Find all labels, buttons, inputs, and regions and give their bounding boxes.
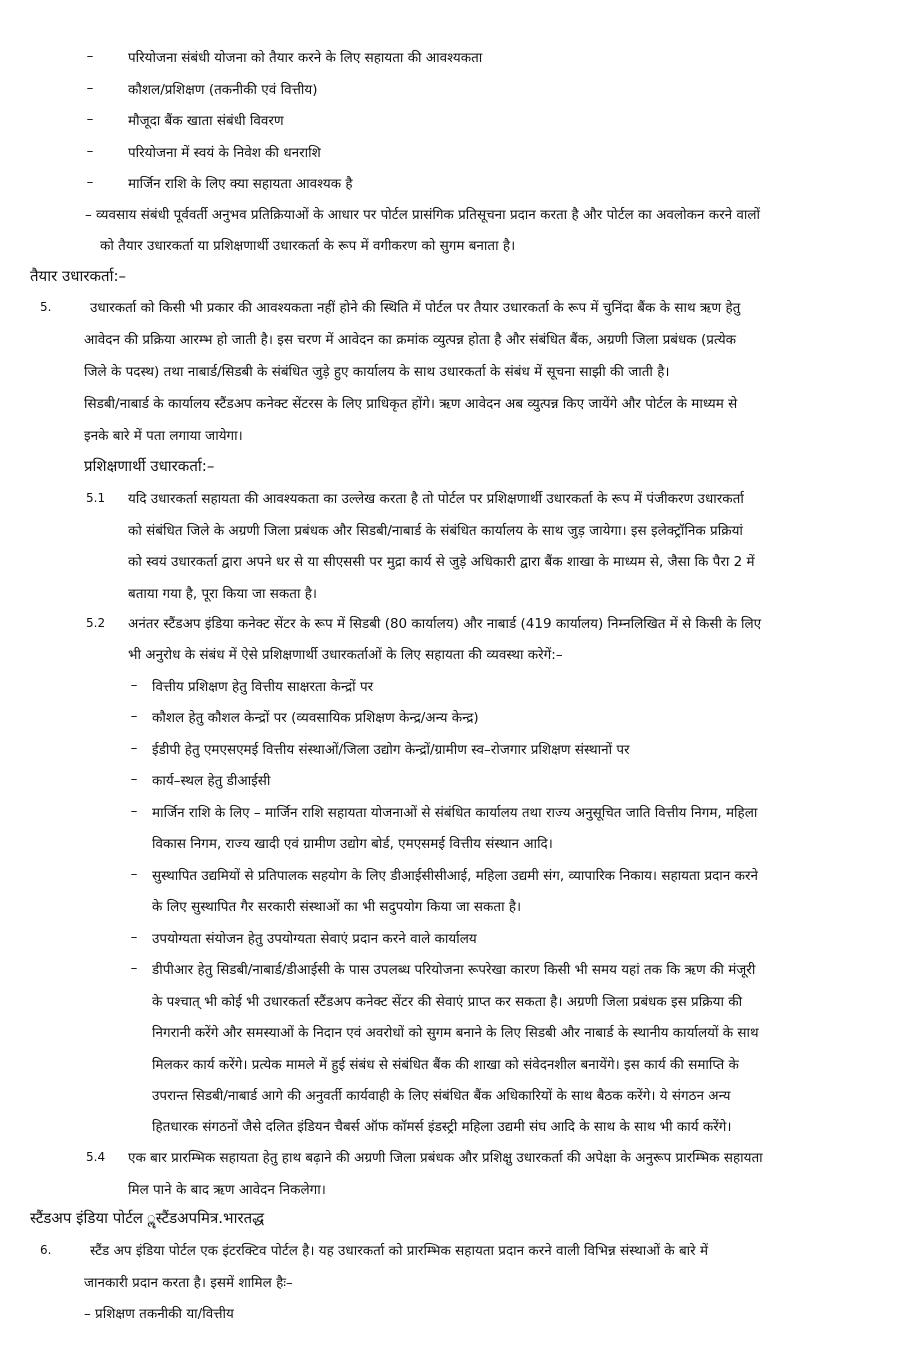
bullet-item: परियोजना संबंधी योजना को तैयार करने के लिए सहायता की आवश्यकता xyxy=(128,50,483,66)
sub-item-continued: उपरान्त सिडबी/नाबार्ड आगे की अनुवर्ती कार्यवाही के लिए संबंधित बैंक अधिकारियों के साथ बैठक करेंगे। ये संगठन अन्य xyxy=(152,1088,731,1104)
sub-item: उपयोग्यता संयोजन हेतु उपयोग्यता सेवाएं प्रदान करने वाले कार्यालय xyxy=(152,931,477,947)
business-text-line: को तैयार उधारकर्ता या प्रशिक्षणार्थी उधारकर्ता के रूप में वगीकरण को सुगम बनाता है। xyxy=(100,238,516,254)
bullet-dash: – xyxy=(86,48,94,64)
para-line: मिल पाने के बाद ऋण आवेदन निकलेगा। xyxy=(128,1182,326,1198)
para-line: एक बार प्रारम्भिक सहायता हेतु हाथ बढ़ाने की अग्रणी जिला प्रबंधक और प्रशिक्षु उधारकर्ता की अपेक्षा के अनुरूप प्रारम्भिक सहायता xyxy=(128,1150,763,1166)
sub-item: कौशल हेतु कौशल केन्द्रों पर (व्यवसायिक प्रशिक्षण केन्द्र/अन्य केन्द्र) xyxy=(152,710,479,726)
para-number: 5. xyxy=(40,300,52,314)
sub-item: कार्य–स्थल हेतु डीआईसी xyxy=(152,773,271,789)
sub-item-continued: हितधारक संगठनों जैसे दलित इंडियन चैबर्स ऑफ कॉमर्स इंडस्ट्री महिला उद्यमी संघ आदि के साथ के साथ भी कार्य करेंगे। xyxy=(152,1119,732,1135)
sub-item-continued: मिलकर कार्य करेंगे। प्रत्येक मामले में हुई संबंध से संबंधित बैंक की शाखा को संवेदनशील बनायेंगे। इस कार्य की समाप्ति के xyxy=(152,1057,739,1073)
sub-item-continued: के पश्चात् भी कोई भी उधारकर्ता स्टैंडअप कनेक्ट सेंटर की सेवाएं प्राप्त कर सकता है। अग्रणी जिला प्रबंधक इस प्रक्रिया की xyxy=(152,994,743,1010)
para-line: जिले के पदस्थ) तथा नाबार्ड/सिडबी के संबंधित जुड़े हुए कार्यालय के साथ उधारकर्ता के संबंध में सूचना साझी की जाती है। xyxy=(84,364,670,380)
para-line: इनके बारे में पता लगाया जायेगा। xyxy=(84,428,243,444)
bullet-item: कौशल/प्रशिक्षण (तकनीकी एवं वित्तीय) xyxy=(128,82,318,98)
sub-item-dash: – xyxy=(130,771,138,787)
list-item-training: – प्रशिक्षण तकनीकी या/वित्तीय xyxy=(84,1306,234,1322)
para-number: 6. xyxy=(40,1243,52,1257)
para-line: सिडबी/नाबार्ड के कार्यालय स्टैंडअप कनेक्ट सेंटरस के लिए प्राधिकृत होंगे। ऋण आवेदन अब व्युत्पन्न किए जायेंगे और पोर्टल के माध्यम से xyxy=(84,396,738,412)
sub-item-dash: – xyxy=(130,960,138,976)
para-line: उधारकर्ता को किसी भी प्रकार की आवश्यकता नहीं होने की स्थिति में पोर्टल पर तैयार उधारकर्ता के रूप में चुनिंदा बैंक के साथ ऋण हेतु xyxy=(90,300,741,316)
para-line: अनंतर स्टैंडअप इंडिया कनेक्ट सेंटर के रूप में सिडबी (80 कार्यालय) और नाबार्ड (419 कार्यालय) निम्नलिखित में से किसी के लिए xyxy=(128,616,762,632)
sub-item: सुस्थापित उद्यमियों से प्रतिपालक सहयोग के लिए डीआईसीसीआई, महिला उद्यमी संग, व्यापारिक निकाय। सहायता प्रदान करने xyxy=(152,868,758,884)
bullet-dash: – xyxy=(86,111,94,127)
bullet-dash: – xyxy=(86,80,94,96)
sub-item-continued: के लिए सुस्थापित गैर सरकारी संस्थाओं का भी सदुपयोग किया जा सकता है। xyxy=(152,899,522,915)
bullet-item: परियोजना में स्वयं के निवेश की धनराशि xyxy=(128,145,321,161)
bullet-item: मार्जिन राशि के लिए क्या सहायता आवश्यक है xyxy=(128,176,353,192)
sub-item: डीपीआर हेतु सिडबी/नाबार्ड/डीआईसी के पास उपलब्ध परियोजना रूपरेखा कारण किसी भी समय यहां तक कि ऋण की मंजूरी xyxy=(152,962,756,978)
sub-item-dash: – xyxy=(130,708,138,724)
para-line: स्टैंड अप इंडिया पोर्टल एक इंटरक्टिव पोर्टल है। यह उधारकर्ता को प्रारम्भिक सहायता प्रदान करने वाली विभिन्न संस्थाओं के बारे में xyxy=(90,1243,709,1259)
para-number: 5.4 xyxy=(86,1150,106,1164)
business-text-line: – व्यवसाय संबंधी पूर्ववर्ती अनुभव प्रतिक्रियाओं के आधार पर पोर्टल प्रासंगिक प्रतिसूचना प्रदान करता है और पोर्टल का अवलोकन करने वालों xyxy=(85,207,761,223)
sub-item-continued: निगरानी करेंगे और समस्याओं के निदान एवं अवरोधों को सुगम बनाने के लिए सिडबी और नाबार्ड के स्थानीय कार्यालयों के साथ xyxy=(152,1025,759,1041)
para-number: 5.2 xyxy=(86,616,106,630)
sub-item-dash: – xyxy=(130,677,138,693)
bullet-dash: – xyxy=(86,174,94,190)
para-line: बताया गया है, पूरा किया जा सकता है। xyxy=(128,586,318,602)
sub-item-dash: – xyxy=(130,740,138,756)
sub-item-dash: – xyxy=(130,803,138,819)
section-heading-ready-borrower: तैयार उधारकर्ता:– xyxy=(30,267,127,285)
sub-item: वित्तीय प्रशिक्षण हेतु वित्तीय साक्षरता केन्द्रों पर xyxy=(152,679,374,695)
para-number: 5.1 xyxy=(86,491,106,505)
para-line: यदि उधारकर्ता सहायता की आवश्यकता का उल्लेख करता है तो पोर्टल पर प्रशिक्षणार्थी उधारकर्ता के रूप में पंजीकरण उधारकर्ता xyxy=(128,491,744,507)
para-line: भी अनुरोध के संबंध में ऐसे प्रशिक्षणार्थी उधारकर्ताओं के लिए सहायता की व्यवस्था करेगें:– xyxy=(128,647,563,663)
sub-item-dash: – xyxy=(130,866,138,882)
bullet-item: मौजूदा बैंक खाता संबंधी विवरण xyxy=(128,113,284,129)
sub-item: ईडीपी हेतु एमएसएमई वित्तीय संस्थाओं/जिला उद्योग केन्द्रों/ग्रामीण स्व–रोजगार प्रशिक्षण संस्थानों पर xyxy=(152,742,630,758)
para-line: को संबंधित जिले के अग्रणी जिला प्रबंधक और सिडबी/नाबार्ड के संबंधित कार्यालय के साथ जुड़ जायेगा। इस इलेक्ट्रॉनिक प्रक्रियां xyxy=(128,523,743,539)
sub-item: मार्जिन राशि के लिए – मार्जिन राशि सहायता योजनाओं से संबंधित कार्यालय तथा राज्य अनुसूचित जाति वित्तीय निगम, महिला xyxy=(152,805,758,821)
para-line: जानकारी प्रदान करता है। इसमें शामिल हैः– xyxy=(84,1275,293,1291)
para-line: को स्वयं उधारकर्ता द्वारा अपने धर से या सीएससी पर मुद्रा कार्य से जुड़े अधिकारी द्वारा बैंक शाखा के माध्यम से, जैसा कि पैरा 2 में xyxy=(128,554,755,570)
section-heading-trainee-borrower: प्रशिक्षणार्थी उधारकर्ता:– xyxy=(84,457,215,475)
para-line: आवेदन की प्रक्रिया आरम्भ हो जाती है। इस चरण में आवेदन का क्रमांक व्युत्पन्न होता है और संबंधित बैंक, अग्रणी जिला प्रबंधक (प्रत्येक xyxy=(84,332,737,348)
bullet-dash: – xyxy=(86,143,94,159)
section-heading-portal: स्टैंडअप इंडिया पोर्टल ॣस्टैंडअपमित्र.भारतद्ध xyxy=(30,1209,265,1227)
sub-item-continued: विकास निगम, राज्य खादी एवं ग्रामीण उद्योग बोर्ड, एमएसमई वित्तीय संस्थान आदि। xyxy=(152,836,553,852)
sub-item-dash: – xyxy=(130,929,138,945)
